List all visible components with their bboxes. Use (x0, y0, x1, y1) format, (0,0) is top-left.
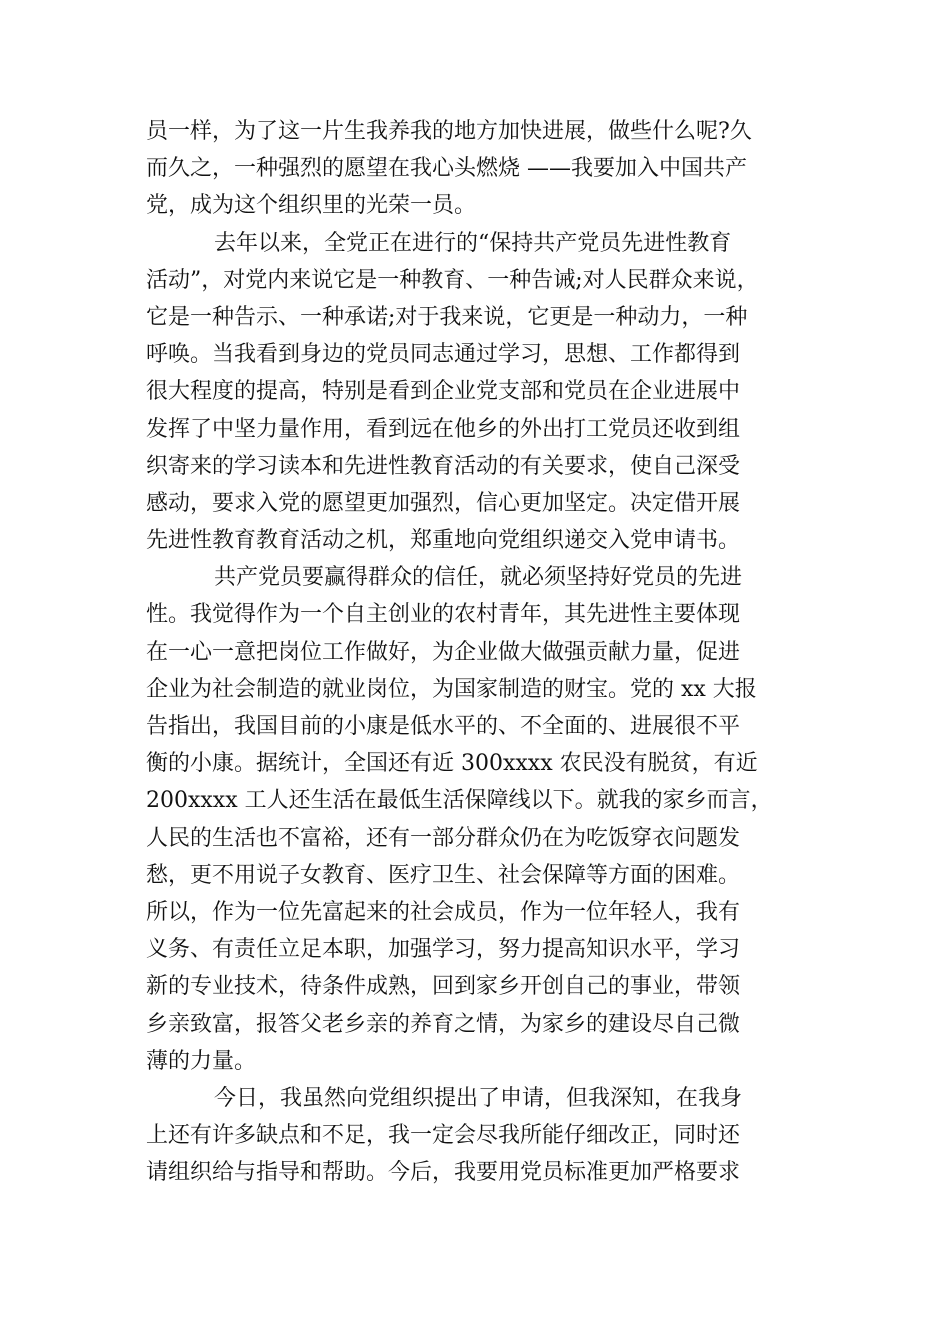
text-line: 感动，要求入党的愿望更加强烈，信心更加坚定。决定借开展 (146, 490, 741, 516)
text-line: 在一心一意把岗位工作做好，为企业做大做强贡献力量，促进 (146, 639, 741, 665)
text-line: 请组织给与指导和帮助。今后，我要用党员标准更加严格要求 (146, 1160, 741, 1186)
text-line: 薄的力量。 (146, 1048, 257, 1074)
text-line: 员一样，为了这一片生我养我的地方加快进展，做些什么呢?久 (146, 119, 752, 144)
text-line: 愁，更不用说子女教育、医疗卫生、社会保障等方面的困难。 (146, 862, 741, 888)
text-line: 先进性教育教育活动之机，郑重地向党组织递交入党申请书。 (146, 528, 741, 554)
text-line: 去年以来，全党正在进行的“保持共产党员先进性教育 (214, 230, 732, 256)
paragraph-1 (146, 113, 826, 225)
text-line: 人民的生活也不富裕，还有一部分群众仍在为吃饭穿衣问题发 (146, 825, 741, 851)
paragraph-3 (146, 559, 826, 1080)
text-line: 共产党员要赢得群众的信任，就必须坚持好党员的先进 (214, 565, 743, 591)
text-line: 企业为社会制造的就业岗位，为国家制造的财宝。党的 xx 大报 (146, 676, 757, 702)
text-line: 很大程度的提高，特别是看到企业党支部和党员在企业进展中 (146, 379, 741, 405)
text-line: 上还有许多缺点和不足，我一定会尽我所能仔细改正，同时还 (146, 1123, 741, 1149)
text-line: 新的专业技术，待条件成熟，回到家乡开创自己的事业，带领 (146, 974, 741, 1000)
text-line: 党，成为这个组织里的光荣一员。 (146, 193, 477, 219)
text-line: 告指出，我国目前的小康是低水平的、不全面的、进展很不平 (146, 714, 741, 739)
text-line: 而久之，一种强烈的愿望在我心头燃烧 ——我要加入中国共产 (146, 156, 747, 182)
text-line: 性。我觉得作为一个自主创业的农村青年，其先进性主要体现 (146, 602, 741, 628)
text-line: 呼唤。当我看到身边的党员同志通过学习，思想、工作都得到 (146, 342, 741, 368)
text-line: 所以，作为一位先富起来的社会成员，作为一位年轻人，我有 (146, 899, 741, 925)
text-line: 活动”，对党内来说它是一种教育、一种告诫;对人民群众来说， (146, 267, 759, 293)
text-line: 它是一种告示、一种承诺;对于我来说，它更是一种动力，一种 (146, 304, 748, 330)
paragraph-4 (146, 1080, 826, 1192)
text-line: 今日，我虽然向党组织提出了申请，但我深知，在我身 (214, 1085, 743, 1111)
text-line: 乡亲致富，报答父老乡亲的养育之情，为家乡的建设尽自己微 (146, 1011, 741, 1037)
text-line: 发挥了中坚力量作用，看到远在他乡的外出打工党员还收到组 (146, 416, 741, 442)
text-line: 衡的小康。据统计，全国还有近 300xxxx 农民没有脱贫，有近 (146, 751, 758, 777)
text-line: 织寄来的学习读本和先进性教育活动的有关要求，使自己深受 (146, 453, 741, 479)
text-line: 义务、有责任立足本职，加强学习，努力提高知识水平，学习 (146, 937, 741, 963)
text-line: 200xxxx 工人还生活在最低生活保障线以下。就我的家乡而言， (146, 788, 773, 814)
document-page (146, 113, 826, 1191)
paragraph-2 (146, 225, 826, 560)
